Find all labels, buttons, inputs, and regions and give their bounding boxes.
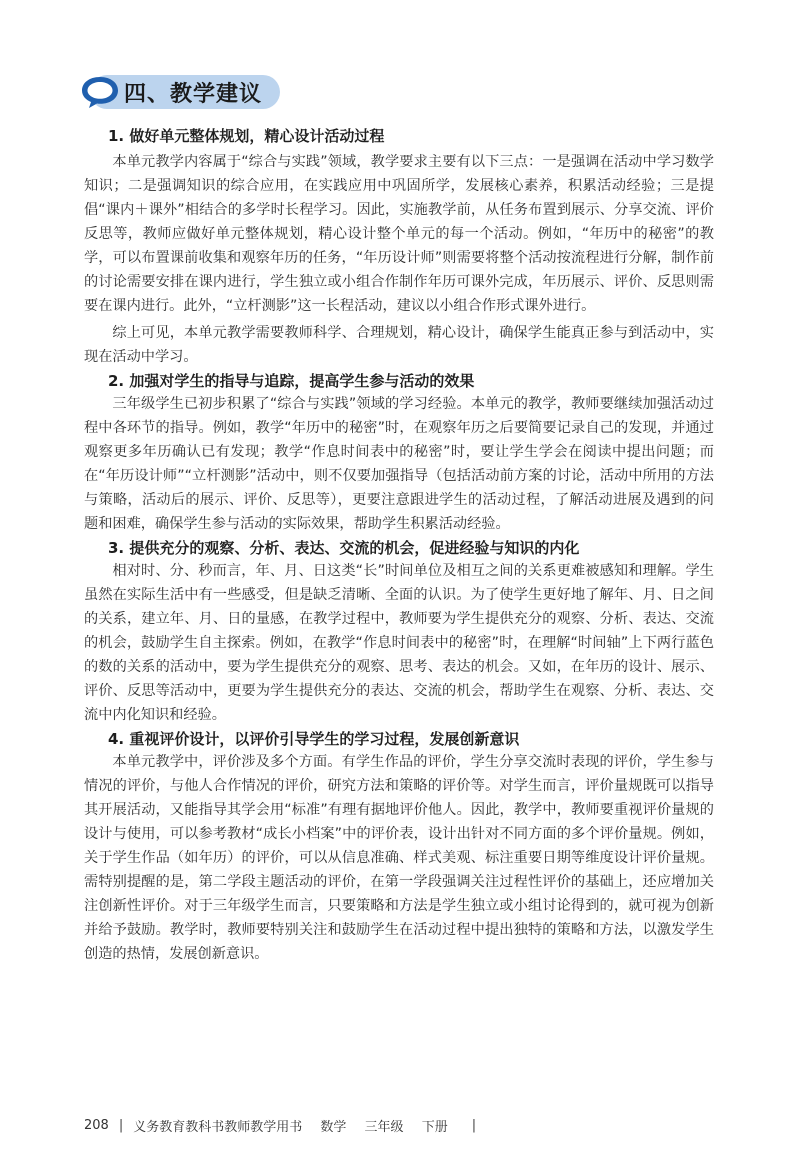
block-paragraph: 三年级学生已初步积累了“综合与实践”领域的学习经验。本单元的教学，教师要继续加强活动过程中各环节的指导。例如，教学“年历中的秘密”时，在观察年历之后要简要记录自己的发现，并通过观察更多年历确认已有发现；教学“作息时间表中的秘密”时，要让学生学会在阅读中提出问题；而在“年历设计师”“立杆测影”活动中，则不仅要加强指导（包括活动前方案的讨论，活动中所用的方法与策略，活动后的展示、评价、反思等），更要注意跟进学生的活动过程，了解活动进展及遇到的问题和困难，确保学生参与活动的实际效果，帮助学生积累活动经验。 [84, 396, 714, 532]
suggestion-block-3 [84, 536, 714, 727]
block-heading: 1. 做好单元整体规划，精心设计活动过程 [108, 127, 385, 145]
suggestion-block-2 [84, 369, 714, 536]
subject: 数学 [320, 1120, 347, 1135]
page-footer [84, 1116, 486, 1135]
block-paragraph: 本单元教学内容属于“综合与实践”领域，教学要求主要有以下三点：一是强调在活动中学习数学知识；二是强调知识的综合应用，在实践应用中巩固所学，发展核心素养，积累活动经验；三是提倡“课内＋课外”相结合的多学时长程学习。因此，实施教学前，从任务布置到展示、分享交流、评价反思等，教师应做好单元整体规划，精心设计整个单元的每一个活动。例如，“年历中的秘密”的教学，可以布置课前收集和观察年历的任务，“年历设计师”则需要将整个活动按流程进行分解，制作前的讨论需要安排在课内进行，学生独立或小组合作制作年历可课外完成，年历展示、评价、反思则需要在课内进行。此外，“立杆测影”这一长程活动，建议以小组合作形式课外进行。 [84, 154, 714, 314]
book-title: 义务教育教科书教师教学用书 [133, 1120, 303, 1135]
page-number: 208 [84, 1118, 109, 1133]
suggestion-block-1 [84, 124, 714, 369]
section-title: 四、教学建议 [90, 75, 280, 109]
block-paragraph: 综上可见，本单元教学需要教师科学、合理规划，精心设计，确保学生能真正参与到活动中，实现在活动中学习。 [84, 325, 714, 365]
grade: 三年级 [364, 1120, 404, 1135]
footer-separator: | [118, 1118, 124, 1133]
block-paragraph: 本单元教学中，评价涉及多个方面。有学生作品的评价，学生分享交流时表现的评价，学生参与情况的评价，与他人合作情况的评价，研究方法和策略的评价等。对学生而言，评价量规既可以指导其开展活动，又能指导其学会用“标准”有理有据地评价他人。因此，教学中，教师要重视评价量规的设计与使用，可以参考教材“成长小档案”中的评价表，设计出针对不同方面的多个评价量规。例如，关于学生作品（如年历）的评价，可以从信息准确、样式美观、标注重要日期等维度设计评价量规。需特别提醒的是，第二学段主题活动的评价，在第一学段强调关注过程性评价的基础上，还应增加关注创新性评价。对于三年级学生而言，只要策略和方法是学生独立或小组讨论得到的，就可视为创新并给予鼓励。教学时，教师要特别关注和鼓励学生在活动过程中提出独特的策略和方法，以激发学生创造的热情，发展创新意识。 [84, 754, 714, 962]
footer-separator: | [471, 1118, 477, 1133]
block-heading: 4. 重视评价设计，以评价引导学生的学习过程，发展创新意识 [108, 730, 520, 748]
suggestion-block-4 [84, 727, 714, 966]
speech-bubble-icon [80, 74, 120, 110]
section-header [80, 74, 280, 110]
volume: 下册 [421, 1120, 448, 1135]
block-heading: 3. 提供充分的观察、分析、表达、交流的机会，促进经验与知识的内化 [108, 539, 580, 557]
block-heading: 2. 加强对学生的指导与追踪，提高学生参与活动的效果 [108, 372, 475, 390]
block-paragraph: 相对时、分、秒而言，年、月、日这类“长”时间单位及相互之间的关系更难被感知和理解。学生虽然在实际生活中有一些感受，但是缺乏清晰、全面的认识。为了使学生更好地了解年、月、日之间的关系，建立年、月、日的量感，在教学过程中，教师要为学生提供充分的观察、分析、表达、交流的机会，鼓励学生自主探索。例如，在教学“作息时间表中的秘密”时，在理解“时间轴”上下两行蓝色的数的关系的活动中，要为学生提供充分的观察、思考、表达的机会。又如，在年历的设计、展示、评价、反思等活动中，更要为学生提供充分的表达、交流的机会，帮助学生在观察、分析、表达、交流中内化知识和经验。 [84, 563, 714, 723]
footer-meta [133, 1116, 461, 1135]
main-content [84, 124, 714, 966]
